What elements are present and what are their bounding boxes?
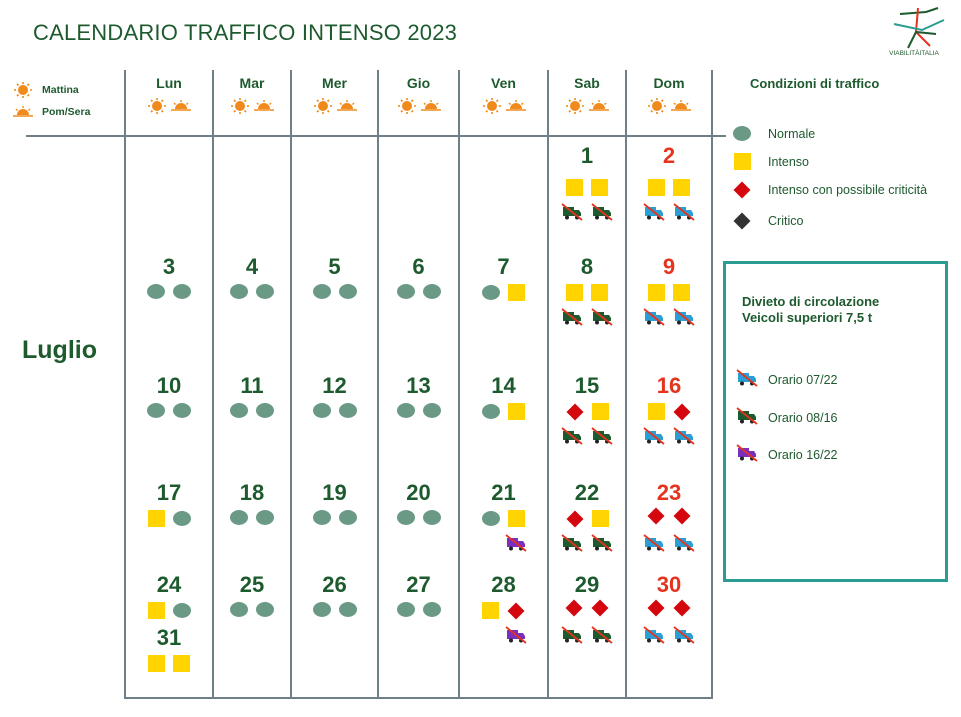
normal-dot-icon xyxy=(313,602,331,617)
grid-bottom xyxy=(124,697,713,699)
truck-ban-row xyxy=(630,308,708,326)
calendar-date: 4 xyxy=(245,254,259,279)
calendar-date: 8 xyxy=(580,254,594,279)
normal-dot-icon xyxy=(397,284,415,299)
truck-ban-title xyxy=(742,294,879,326)
normal-dot-icon xyxy=(313,284,331,299)
calendar-date: 27 xyxy=(406,572,431,597)
sun-morning-icon xyxy=(229,98,251,114)
red-diamond-icon xyxy=(566,403,583,420)
calendar-date: 28 xyxy=(491,572,516,597)
truck-ban-row xyxy=(548,427,626,445)
truck-ban-row xyxy=(630,427,708,445)
red-diamond-icon xyxy=(592,600,609,617)
calendar-date: 31 xyxy=(156,625,182,650)
traffic-status xyxy=(213,602,291,617)
truck-ban-green-icon xyxy=(591,308,613,326)
intense-square-icon xyxy=(173,655,190,672)
day-time-icons xyxy=(130,98,208,114)
truck-ban-title-line1: Divieto di circolazione xyxy=(742,294,880,309)
calendar-date: 21 xyxy=(491,480,516,505)
ban-07-22-label: Orario 07/22 xyxy=(768,372,838,387)
black-diamond-icon xyxy=(734,213,751,230)
traffic-status xyxy=(213,284,291,299)
truck-ban-row xyxy=(548,308,626,326)
traffic-status xyxy=(130,655,208,672)
intense-square-icon xyxy=(566,284,583,301)
page-title: CALENDARIO TRAFFICO INTENSO 2023 xyxy=(33,20,458,45)
calendar-date: 30 xyxy=(656,572,682,597)
calendar-date: 7 xyxy=(497,254,510,279)
truck-ban-blue-icon xyxy=(673,308,695,326)
sun-morning-icon xyxy=(481,98,503,114)
truck-ban-row xyxy=(465,534,543,552)
traffic-status xyxy=(630,179,708,196)
legend-morning-label: Mattina xyxy=(42,84,79,96)
calendar-date: 25 xyxy=(239,572,265,597)
traffic-status xyxy=(548,179,626,196)
traffic-status xyxy=(380,602,458,617)
legend-critical-possible xyxy=(730,183,927,197)
sunset-icon xyxy=(420,98,442,114)
calendar-date: 9 xyxy=(662,254,676,279)
traffic-status xyxy=(465,602,543,619)
truck-ban-blue-icon xyxy=(673,203,695,221)
normal-dot-icon xyxy=(256,602,274,617)
intense-square-icon xyxy=(592,510,609,527)
truck-ban-blue-icon xyxy=(673,534,695,552)
normal-dot-icon xyxy=(397,403,415,418)
normal-dot-icon xyxy=(423,284,441,299)
sunset-icon xyxy=(505,98,527,114)
intense-square-icon xyxy=(648,179,665,196)
truck-ban-green-icon xyxy=(561,427,583,445)
sun-morning-icon xyxy=(646,98,668,114)
truck-ban-green-icon xyxy=(561,203,583,221)
red-diamond-icon xyxy=(648,600,665,617)
legend-normal-label: Normale xyxy=(768,126,816,141)
legend-afternoon-label: Pom/Sera xyxy=(42,106,91,118)
calendar-date: 18 xyxy=(239,480,265,505)
traffic-status xyxy=(465,284,543,301)
traffic-status xyxy=(296,284,374,299)
truck-ban-purple-icon xyxy=(505,626,527,644)
calendar-date: 17 xyxy=(156,480,182,505)
calendar-date: 5 xyxy=(328,254,341,279)
calendar-date: 14 xyxy=(491,373,516,398)
calendar-date: 3 xyxy=(162,254,176,279)
normal-dot-icon xyxy=(230,510,248,525)
sun-morning-icon xyxy=(12,82,34,98)
day-header-gio: Gio xyxy=(406,75,431,91)
normal-dot-icon xyxy=(423,510,441,525)
intense-square-icon xyxy=(673,284,690,301)
calendar-date: 11 xyxy=(240,373,264,398)
intense-square-icon xyxy=(591,284,608,301)
calendar-date: 10 xyxy=(156,373,182,398)
calendar-date: 19 xyxy=(322,480,347,505)
normal-dot-icon xyxy=(256,284,274,299)
truck-ban-blue-icon xyxy=(643,203,665,221)
day-header-sab: Sab xyxy=(574,75,600,91)
intense-square-icon xyxy=(648,403,665,420)
legend-critical xyxy=(730,214,803,228)
intense-square-icon xyxy=(673,179,690,196)
calendar-date: 23 xyxy=(656,480,682,505)
ban-16-22-label: Orario 16/22 xyxy=(768,447,838,462)
calendar-date: 24 xyxy=(156,572,182,597)
truck-ban-blue-icon xyxy=(736,369,758,387)
truck-ban-row xyxy=(548,626,626,644)
normal-dot-icon xyxy=(256,403,274,418)
normal-dot-icon xyxy=(173,403,191,418)
grid-line xyxy=(711,70,713,698)
day-time-icons xyxy=(296,98,374,114)
day-time-icons xyxy=(548,98,626,114)
traffic-status xyxy=(213,510,291,525)
intense-square-icon xyxy=(734,153,751,170)
day-header-dom: Dom xyxy=(653,75,685,91)
calendar-date: 2 xyxy=(662,143,676,168)
intense-square-icon xyxy=(508,284,525,301)
truck-ban-blue-icon xyxy=(643,626,665,644)
legend-normal xyxy=(730,126,815,141)
legend-critical-label: Critico xyxy=(768,214,804,228)
red-diamond-icon xyxy=(566,600,583,617)
normal-dot-icon xyxy=(482,404,500,419)
intense-square-icon xyxy=(508,510,525,527)
traffic-status xyxy=(296,602,374,617)
normal-dot-icon xyxy=(230,602,248,617)
truck-ban-blue-icon xyxy=(643,534,665,552)
traffic-status xyxy=(465,510,543,527)
truck-ban-green-icon xyxy=(736,407,758,425)
ban-08-16 xyxy=(736,407,837,428)
intense-square-icon xyxy=(566,179,583,196)
truck-ban-green-icon xyxy=(591,203,613,221)
traffic-status xyxy=(548,510,626,527)
sunset-icon xyxy=(253,98,275,114)
truck-ban-green-icon xyxy=(591,427,613,445)
intense-square-icon xyxy=(592,403,609,420)
day-header-lun: Lun xyxy=(156,75,182,91)
calendar-date: 26 xyxy=(322,572,347,597)
normal-dot-icon xyxy=(230,403,248,418)
day-time-icons xyxy=(465,98,543,114)
truck-ban-row xyxy=(630,534,708,552)
legend-intense xyxy=(730,153,809,170)
traffic-status xyxy=(465,403,543,420)
traffic-status xyxy=(213,403,291,418)
normal-dot-icon xyxy=(339,284,357,299)
sunset-icon xyxy=(336,98,358,114)
truck-ban-green-icon xyxy=(561,534,583,552)
intense-square-icon xyxy=(482,602,499,619)
normal-dot-icon xyxy=(173,511,191,526)
intense-square-icon xyxy=(508,403,525,420)
normal-dot-icon xyxy=(423,403,441,418)
sunset-icon xyxy=(588,98,610,114)
traffic-status xyxy=(548,284,626,301)
grid-line xyxy=(458,70,460,698)
legend-critical-possible-label: Intenso con possibile criticità xyxy=(768,183,928,197)
legend-morning xyxy=(12,82,79,98)
normal-dot-icon xyxy=(482,285,500,300)
truck-ban-green-icon xyxy=(591,534,613,552)
calendar-date: 6 xyxy=(412,254,425,279)
sunset-icon xyxy=(12,104,34,120)
traffic-status xyxy=(296,510,374,525)
truck-ban-row xyxy=(465,626,543,644)
traffic-status xyxy=(130,284,208,299)
red-diamond-icon xyxy=(674,600,691,617)
red-diamond-icon xyxy=(508,602,525,619)
normal-dot-icon xyxy=(733,126,751,141)
truck-ban-title-line2: Veicoli superiori 7,5 t xyxy=(742,310,873,325)
truck-ban-purple-icon xyxy=(505,534,527,552)
viabilita-logo-icon xyxy=(886,4,950,52)
intense-square-icon xyxy=(148,510,165,527)
normal-dot-icon xyxy=(339,602,357,617)
sun-morning-icon xyxy=(564,98,586,114)
normal-dot-icon xyxy=(256,510,274,525)
normal-dot-icon xyxy=(173,603,191,618)
traffic-status xyxy=(380,403,458,418)
traffic-status xyxy=(630,602,708,614)
intense-square-icon xyxy=(148,655,165,672)
calendar-date: 12 xyxy=(322,373,347,398)
normal-dot-icon xyxy=(147,403,165,418)
traffic-status xyxy=(630,403,708,420)
grid-line xyxy=(124,70,126,698)
logo-text: VIABILITÀITALIA xyxy=(889,50,939,57)
sun-morning-icon xyxy=(146,98,168,114)
month-label: Luglio xyxy=(22,336,97,364)
truck-ban-green-icon xyxy=(561,308,583,326)
traffic-status xyxy=(380,284,458,299)
traffic-status xyxy=(130,403,208,418)
calendar-date: 22 xyxy=(574,480,600,505)
truck-ban-row xyxy=(630,203,708,221)
traffic-status xyxy=(130,602,208,619)
ban-07-22 xyxy=(736,369,837,390)
normal-dot-icon xyxy=(339,403,357,418)
day-header-ven: Ven xyxy=(491,75,516,91)
normal-dot-icon xyxy=(397,602,415,617)
traffic-status xyxy=(296,403,374,418)
truck-ban-blue-icon xyxy=(673,626,695,644)
day-time-icons xyxy=(213,98,291,114)
truck-ban-row xyxy=(630,626,708,644)
calendar-date: 13 xyxy=(406,373,431,398)
intense-square-icon xyxy=(148,602,165,619)
truck-ban-blue-icon xyxy=(643,308,665,326)
sun-morning-icon xyxy=(312,98,334,114)
calendar-date: 1 xyxy=(580,143,594,168)
header-divider xyxy=(26,135,726,137)
red-diamond-icon xyxy=(674,508,691,525)
sunset-icon xyxy=(170,98,192,114)
red-diamond-icon xyxy=(648,508,665,525)
truck-ban-green-icon xyxy=(591,626,613,644)
truck-ban-row xyxy=(548,203,626,221)
normal-dot-icon xyxy=(147,284,165,299)
intense-square-icon xyxy=(591,179,608,196)
truck-ban-green-icon xyxy=(561,626,583,644)
traffic-status xyxy=(630,510,708,522)
red-diamond-icon xyxy=(566,510,583,527)
day-header-mer: Mer xyxy=(322,75,347,91)
calendar-date: 29 xyxy=(574,572,600,597)
intense-square-icon xyxy=(648,284,665,301)
traffic-status xyxy=(548,403,626,420)
traffic-status xyxy=(380,510,458,525)
normal-dot-icon xyxy=(397,510,415,525)
day-time-icons xyxy=(630,98,708,114)
ban-08-16-label: Orario 08/16 xyxy=(768,410,838,425)
traffic-legend-title: Condizioni di traffico xyxy=(750,76,880,91)
calendar-date: 15 xyxy=(574,373,600,398)
normal-dot-icon xyxy=(230,284,248,299)
traffic-status xyxy=(548,602,626,614)
red-diamond-icon xyxy=(734,182,751,199)
legend-intense-label: Intenso xyxy=(768,154,810,169)
normal-dot-icon xyxy=(339,510,357,525)
calendar-date: 20 xyxy=(406,480,431,505)
sunset-icon xyxy=(670,98,692,114)
normal-dot-icon xyxy=(313,403,331,418)
truck-ban-blue-icon xyxy=(673,427,695,445)
traffic-status xyxy=(130,510,208,527)
truck-ban-blue-icon xyxy=(643,427,665,445)
legend-afternoon xyxy=(12,104,90,120)
calendar-date: 16 xyxy=(656,373,682,398)
day-header-mar: Mar xyxy=(239,75,265,91)
normal-dot-icon xyxy=(313,510,331,525)
red-diamond-icon xyxy=(673,403,690,420)
normal-dot-icon xyxy=(423,602,441,617)
traffic-status xyxy=(630,284,708,301)
sun-morning-icon xyxy=(396,98,418,114)
truck-ban-row xyxy=(548,534,626,552)
day-time-icons xyxy=(380,98,458,114)
normal-dot-icon xyxy=(482,511,500,526)
normal-dot-icon xyxy=(173,284,191,299)
truck-ban-purple-icon xyxy=(736,444,758,462)
ban-16-22 xyxy=(736,444,837,465)
